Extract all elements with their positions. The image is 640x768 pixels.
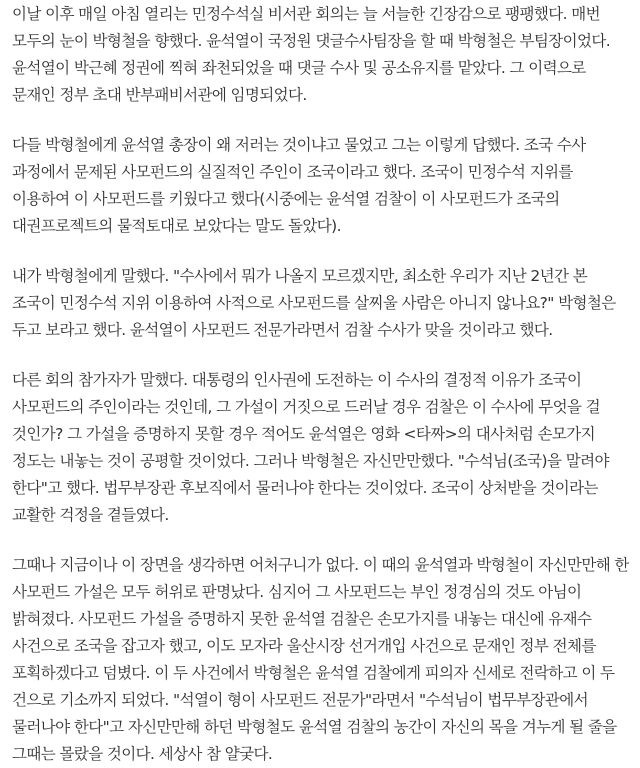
paragraph-5: 그때나 지금이나 이 장면을 생각하면 어처구니가 없다. 이 때의 윤석열과 박형철이 자신만만해 한 사모펀드 가설은 모두 허위로 판명났다. 심지어 그 사모펀드는 부인 정경심의 것도 아님이 밝혀졌다. 사모펀드 가설을 증명하지 못한 윤석열 검찰은 손모가지를 내놓는 대신에 유재수 사건으로 조국을 잡고자 했고, 이도 모자라 울산시장 선거개입 사건으로 문재인 정부 전체를 포획하겠다고 덤볐다. 이 두 사건에서 박형철은 윤석열 검찰에게 피의자 신세로 전락하고 이 두 건으로 기소까지 되었다. "석열이 형이 사모펀드 전문가"라면서 "수석님이 법무부장관에서 물러나야 한다"고 자신만만해 하던 박형철도 윤석열 검찰의 농간이 자신의 목을 겨누게 될 줄을 그때는 몰랐을 것이다. 세상사 참 얄궂다. [12, 556, 629, 763]
article-body [0, 1, 640, 768]
paragraph-3: 내가 박형철에게 말했다. "수사에서 뭐가 나올지 모르겠지만, 최소한 우리가 지난 2년간 본 조국이 민정수석 지위 이용하여 사적으로 사모펀드를 살찌울 사람은 아니지 않나요?" 박형철은 두고 보라고 했다. 윤석열이 사모펀드 전문가라면서 검찰 수사가 맞을 것이라고 했다. [12, 267, 616, 339]
paragraph-4: 다른 회의 참가자가 말했다. 대통령의 인사권에 도전하는 이 수사의 결정적 이유가 조국이 사모펀드의 주인이라는 것인데, 그 가설이 거짓으로 드러날 경우 검찰은 이 수사에 무엇을 걸 것인가? 그 가설을 증명하지 못할 경우 적어도 윤석열은 영화 <타짜>의 대사처럼 손모가지 정도는 내놓는 것이 공평할 것이었다. 그러나 박형철은 자신만만했다. "수석님(조국)을 말려야 한다"고 했다. 법무부장관 후보직에서 물러나야 한다는 것이었다. 조국이 상처받을 것이라는 교활한 걱정을 곁들였다. [12, 371, 609, 524]
paragraph-1: 이날 이후 매일 아침 열리는 민정수석실 비서관 회의는 늘 서늘한 긴장감으로 팽팽했다. 매번 모두의 눈이 박형철을 향했다. 윤석열이 국정원 댓글수사팀장을 할 때 박형철은 부팀장이었다. 윤석열이 박근혜 정권에 찍혀 좌천되었을 때 댓글 수사 및 공소유지를 맡았다. 그 이력으로 문재인 정부 초대 반부패비서관에 임명되었다. [12, 5, 611, 104]
paragraph-2: 다들 박형철에게 윤석열 총장이 왜 저러는 것이냐고 물었고 그는 이렇게 답했다. 조국 수사 과정에서 문제된 사모펀드의 실질적인 주인이 조국이라고 했다. 조국이 민정수석 지위를 이용하여 이 사모펀드를 키웠다고 했다(시중에는 윤석열 검찰이 이 사모펀드가 조국의 대권프로젝트의 물적토대로 보았다는 말도 돌았다). [12, 136, 586, 235]
